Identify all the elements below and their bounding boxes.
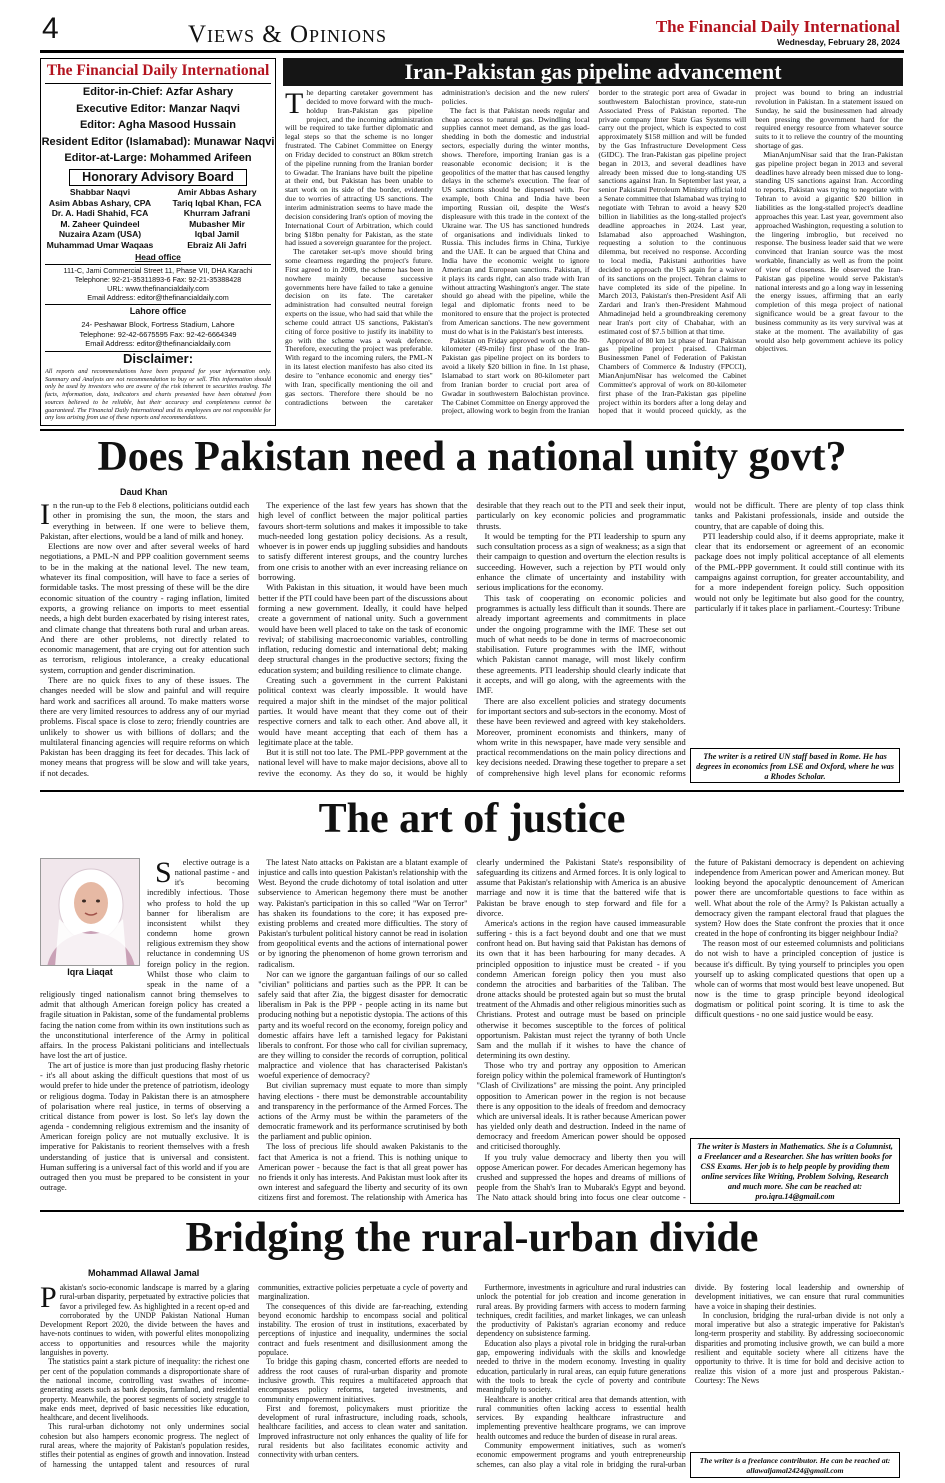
article3-body <box>40 1283 904 1477</box>
article1-paragraph: There are also excellent policies and strategy documents for important sectors and sub-sectors in the economy. Most of these have been reviewed and agreed with key stakeholders. Moreover, prominent economists and thinkers, many of whom write in this newspaper, have made very sensible and practical recommendations on the main policy directions and key decisions needed. Drawing these together to prepare a set of comprehensive high level plans for economic reforms would not be difficult. There are plenty of top class think tanks and Pakistani professionals, inside and outside the country, that are capable of doing this. <box>476 500 904 778</box>
article1-body <box>40 500 904 781</box>
article1-paragraph: PTI leadership could also, if it deems appropriate, make it clear that its endorsement or agreement of an economic package does not imply political acceptance of all elements of the PML-PPP government. It could still continue with its campaigns against corruption, for greater accountability, and for a more independent foreign policy. Such opposition would not only be legitimate but also good for the country, particularly if it takes place in parliament.-Courtesy: Tribune <box>694 530 904 613</box>
article1-headline: Does Pakistan need a national unity govt? <box>97 434 847 480</box>
disclaimer-title: Disclaimer: <box>122 351 194 366</box>
article3-paragraph: The statistics paint a stark picture of inequality: the richest one per cent of the population commands a disproportionate share of the national income, controlling vast swathes of income-generating assets such as bank deposits, farmland, and residential property. Meanwhile, the poorest segments of society struggle to make ends meet, deprived of basic necessities like education, healthcare, and decent livelihoods. <box>40 1357 250 1423</box>
lahore-office-label: Lahore office <box>129 306 187 316</box>
editorial-body <box>285 89 903 425</box>
article1-paragraph: The experience of the last few years has shown that the high level of conflict between the major political parties favours short-term solutions and makes it impossible to take much-needed long gestation policy decisions. As a result, whoever is in power ends up juggling subsidies and handouts to satisfy different interest groups, and the country lurches from one crisis to another with an ever increasing reliance on borrowing. <box>258 500 468 583</box>
board-member: Khurram Jafrani <box>183 208 251 219</box>
board-member: Dr. A. Hadi Shahid, FCA <box>51 208 149 219</box>
editorial-paragraph: MianAnjumNisar said that the Iran-Pakistan gas pipeline project began in 2013 and several deadlines have already been missed due to long-standing US sanctions against Iran. According to reports, Pakistan was trying to negotiate with Tehran to avoid a gigantic $20 billion in liabilities as the long-stalled project's deadline approaches this year. Last year, government also approached Washington, requesting a solution to the lingering imbroglio, but received no response. The business leader said that we were convinced that Iranian source was the most workable, financially as well as from the point of view of closeness. He observed the Iran-Pakistan gas pipeline would serve Pakistan's national interests and go a long way in lessening the energy issues, affirming that an early completion of this mega project of national significance would be a great favour to the business community as its very survival was at stake at the moment. The availability of gas would also help government achieve its policy objectives. <box>755 149 903 354</box>
article3-paragraph: Education also plays a pivotal role in bridging the rural-urban gap, empowering individuals with the skills and knowledge needed to thrive in the modern economy. Investing in quality education, particularly in rural areas, can equip future generations with the tools to break the cycle of poverty and contribute meaningfully to society. <box>476 1338 686 1395</box>
address-line: URL: www.thefinancialdaily.com <box>107 284 209 293</box>
head-office-address <box>41 266 275 302</box>
article1-author-bio: The writer is a retired UN staff based in Rome. He has degrees in economics from LSE and Oxford, where he was a Rhodes Scholar. <box>690 748 900 783</box>
article3-paragraph: Community empowerment initiatives, such as women's economic empowerment programs and youth entrepreneurship schemes, can also play a vital role in bridging the rural-urban divide. By fostering local leadership and ownership of development initiatives, we can ensure that rural communities have a voice in shaping their destinies. <box>476 1283 904 1469</box>
board-member: Amir Abbas Ashary <box>177 187 257 197</box>
article2-paragraph: If you truly value democracy and liberty then you will oppose American power. For decades American hegemony has crushed and suppressed the hopes and dreams of millions of people from the Shah's Iran to Mubarak's Egypt and beyond. The Nato attack should bring into focus one clear outcome - the future of Pakistani democracy is dependent on achieving independence from American power and American money. But looking beyond the apocalyptic denouncement of American power there are uncomfortable questions to face within as well. What about the role of the Army? Is Pakistan actually a democracy given the rampant electoral fraud that plagues the system? How does the State confront the proxies that it once created in the hope of confronting its bigger neighbour India? <box>476 858 904 1203</box>
resident-editor: Resident Editor (Islamabad): Munawar Naqvi <box>41 135 275 148</box>
article3-author: Mohammad Allawal Jamal <box>88 1268 200 1278</box>
article2-paragraph: The reason most of our esteemed columnists and politicians do not wish to have a principled conception of justice is because it's difficult. By tying yourself to principles you open yourself up to asking complicated questions that open up a whole can of worms that most would best leave unopened. But now is the time to grasp principle beyond ideological dogmatism or political point scoring. It is time to ask the difficult questions - no one said justice would be easy. <box>694 939 904 1020</box>
address-line: Telephone: 92-21-35311893-6 Fax: 92-21-35388428 <box>74 275 242 284</box>
board-member: Asim Abbas Ashary, CPA <box>48 197 152 208</box>
board-member: Nuzaira Azam (USA) <box>58 229 142 240</box>
article3-paragraph: Healthcare is another critical area that demands attention, with rural communities often lacking access to essential health services. By expanding healthcare infrastructure and implementing preventive healthcare programs, we can improve health outcomes and reduce the burden of disease in rural areas. <box>476 1394 686 1441</box>
header-rule <box>40 50 904 53</box>
article1-paragraph: Elections are now over and after several weeks of hard negotiations, a PML-N and PPP coalition government seems to be in the making at the national level. The new team, whatever its final composition, will have to face a series of formidable tasks. The most pressing of these will be the dire economic situation of the country - raging inflation, limited exports, a growing reliance on imports to meet essential needs, a high debt burden exacerbated by rising interest rates, and climate change that threatens both rural and urban areas. And there are other problems, not directly related to economic management, that are crying out for attention such as terrorism, religious intolerance, a creaky educational system, corruption and gender discrimination. <box>40 541 250 675</box>
board-member: Ebraiz Ali Jafri <box>187 239 247 250</box>
head-office-label: Head office <box>135 252 181 262</box>
editorial-paragraph: Approval of 80 km 1st phase of Iran Pakistan gas pipeline project praised. Chairman Businessmen Panel of Federation of Pakistan Chambers of Commerce & Industry (FPCCI), MianAnjumNisar has welcomed the Cabinet Committee's approval of work on 80-kilometer first phase of the Iran-Pakistan gas pipeline project within its borders after a long delay and hoped that it would proceed quickly, as the project was bound to bring an industrial revolution in Pakistan. In a statement issued on Sunday, he said the businessmen had already been pressing the government hard for the required energy resource from whatever source suits to it to relieve the country of the mounting shortage of gas. <box>598 89 903 416</box>
board-member: Mubasher Mir <box>189 218 245 229</box>
article1-paragraph: This task of cooperating on economic policies and programmes is actually less difficult than it sounds. There are already important agreements and commitments in place under the ongoing programme with the IMF. These set out much of what needs to be done in terms of macroeconomic stabilisation. Future programmes with the IMF, without which Pakistan cannot manage, will most likely confirm these agreements. PTI leadership should clearly indicate that it accepts, and will go along, with the agreements with the IMF. <box>476 592 686 696</box>
masthead-title: The Financial Daily International <box>46 62 270 79</box>
article1-paragraph: But it is still not too late. The PML-PPP government at the national level will have to make major decisions, above all to revive the economy. As they do so, it would be highly desirable that they reach out to the PTI and seek their input, particularly on key economic policies and programmatic thrusts. <box>258 500 686 778</box>
masthead-box <box>40 58 276 426</box>
article2-headline: The art of justice <box>318 796 626 842</box>
board-member: Iqbal Jamil <box>194 229 240 240</box>
article2-paragraph: Those who try and portray any opposition to American foreign policy within the polemical framework of Huntington's "Clash of Civilizations" are missing the point. Any principled opposition to American power in the region is not because there is any opposition to the ideals of freedom and democracy which are universal ideals. It is rather because American power has yielded only death and destruction. Indeed in the name of democracy and freedom American power should be opposed and criticised thoroughly. <box>476 1061 686 1152</box>
article3-paragraph: The consequences of this divide are far-reaching, extending beyond economic hardship to encompass social and political instability. The erosion of trust in institutions, exacerbated by perceptions of injustice and inequality, undermines the social contract and fuels resentment and disillusionment among the populace. <box>258 1301 468 1358</box>
page-number: 4 <box>42 12 59 45</box>
editors-list <box>41 84 275 167</box>
board-left-column <box>41 187 159 251</box>
article3-paragraph: In conclusion, bridging the rural-urban divide is not only a moral imperative but also a strategic imperative for Pakistan's long-term prosperity and stability. By addressing socioeconomic disparities and promoting inclusive growth, we can build a more resilient and equitable society where all citizens have the opportunity to thrive. It is time for bold and decisive action to realize this vision of a more just and prosperous Pakistan.-Courtesy: The News <box>694 1310 904 1385</box>
paper-name: The Financial Daily International <box>655 17 900 36</box>
article2-paragraph: The latest Nato attacks on Pakistan are a blatant example of injustice and calls into question Pakistan's relationship with the West. Beyond the crude dichotomy of total isolation and utter subservience to American hegemony there must be another way. Pakistan's participation in this so called "War on Terror" has shaken its foundations to the core; it has exposed pre-existing problems and created more difficulties. The story of Pakistan's turbulent political history cannot be read in isolation from geopolitical events and the actions of international power or by ignoring the phenomenon of home grown terrorism and radicalism. <box>258 858 468 969</box>
board-title: Honorary Advisory Board <box>69 169 247 186</box>
board-member: M. Zaheer Quindeel <box>60 218 140 229</box>
editorial-paragraph: The departing caretaker government has decided to move forward with the much-holdup Iran-Pakistan gas pipeline project, and the incoming administration will be required to take further diplomatic and legal steps so that the scheme is no longer frustrated. The Cabinet Committee on Energy on Friday decided to construct an 80km stretch of the pipeline running from the Iranian border to Gwadar. The Iranians have built the pipeline at their end, but Pakistan has been unable to start work on its side of the border, evidently due to worries of attracting US sanctions. The interim administration seems to have made the decision considering Iran's option of moving the International Court of Arbitration, which could bring $18bn penalty for Pakistan, as the state had issued a sovereign guarantee for the project. <box>285 89 433 248</box>
lahore-office-address <box>41 320 275 349</box>
section-title: Views & Opinions <box>188 21 388 48</box>
board-member: Shabbar Naqvi <box>69 187 131 197</box>
article3-paragraph: To bridge this gaping chasm, concerted efforts are needed to address the root causes of rural-urban disparity and promote inclusive growth. This requires a multifaceted approach that encompasses policy reforms, targeted investments, and community empowerment initiatives. <box>258 1357 468 1404</box>
article3-author-bio: The writer is a freelance contributor. He can be reached at: allawaljamal2424@gmail.com <box>690 1452 900 1478</box>
article1-paragraph: There are no quick fixes to any of these issues. The changes needed will be slow and painful and will require hard work and sacrifices all around. To make matters worse there are very limited resources to address any of our myriad problems. Fiscal space is close to zero; friendly countries are unlikely to shower us with billions of dollars; and the multilateral financing agencies will require reforms on which Pakistan has been dragging its feet for decades. This lack of money means that progress will be slow and will take years, if not decades. <box>40 675 250 778</box>
disclaimer-text: All reports and recommendations have been prepared for your information only. Summary and Analysts are not recommendation to buy or sell. This information should only be used by investors who are aware of the risk inherent in securities trading. The facts, information, data, indicators and charts presented have been obtained from sources believed to be reliable, but their accuracy and completeness cannot be guaranteed. The Financial Daily International and its employees are not responsible for any loss arising from use of these reports and recommendations. <box>45 368 271 422</box>
article3-headline: Bridging the rural-urban divide <box>185 1215 759 1261</box>
article2-paragraph: The loss of precious life should awaken Pakistanis to the fact that America is not a friend. This is nothing unique to American power - because the fact is that all great power has no friends it only has interests. And Pakistan must look after its own interest and safeguard the liberty and security of its own citizens first and foremost. The relationship with America has clearly undermined the Pakistani State's responsibility of safeguarding its citizens and Armed forces. It is only logical to assume that Pakistan's relationship with America is an abusive marriage and now it is time that the battered wife that is Pakistan be brave enough to step forward and file for a divorce. <box>258 858 686 1203</box>
article1-paragraph: In the run-up to the Feb 8 elections, politicians outdid each other in promising the sun, the moon, the stars and everything in between. If one were to believe them, Pakistan, after elections, would be a land of milk and honey. <box>40 500 250 541</box>
board-member: Tariq Iqbal Khan, FCA <box>172 197 262 208</box>
address-line: 111-C, Jami Commercial Street 11, Phase VII, DHA Karachi <box>63 266 253 275</box>
article2-author: Iqra Liaqat <box>67 967 113 977</box>
board-right-column <box>159 187 275 251</box>
article3-paragraph: Furthermore, investments in agriculture and rural industries can unlock the potential for job creation and income generation in rural areas. By providing farmers with access to modern farming techniques, credit facilities, and market linkages, we can unleash the productivity of Pakistan's agrarian economy and reduce dependency on subsistence farming. <box>476 1283 686 1339</box>
article2-paragraph: Selective outrage is a national pastime - and it's becoming incredibly infectious. Those who profess to hold the up banner for liberalism are inconsistent whilst they condemn home grown religious extremism they show reluctance in condemning US foreign policy in the region. Whilst those who claim to speak in the name of a religiously tinged nationalism cannot bring themselves to admit that although American foreign policy has created a fragile situation in Pakistan, some of the fundamental problems facing the nation come from within its own institutions such as the unconstitutional interference of the Army in political affairs. In the process Pakistani politicians and intellectuals have lost the art of justice. <box>40 858 250 1060</box>
article1-paragraph: Creating such a government in the current Pakistani political context was clearly impossible. It would have required a major shift in the mindset of the major political parties. It would have meant that they come out of their respective corners and talk to each other. And above all, it would have meant accepting that each of them has a legitimate place at the table. <box>258 675 468 747</box>
address-line: Email Address: editor@thefinancialdaily.com <box>87 293 229 302</box>
address-line: Email Address: editor@thefinancialdaily.com <box>85 339 231 348</box>
editorial-paragraph: The fact is that Pakistan needs regular and cheap access to natural gas. Dwindling local supplies cannot meet demand, as the gas load-shedding in both the domestic and industrial sectors, especially during the winter months, shows. Therefore, importing Iranian gas is a reasonable economic decision; it is the geopolitics of the matter that has caused lengthy delays in the scheme's execution. The fear of US sanctions should be dispensed with. For example, both China and India have been importing Russian oil, despite the West's displeasure with this trade in the context of the Ukraine war. The US has sanctioned hundreds of organisations and individuals linked to Russia. This includes firms in China, Turkiye and the UAE. It can be argued that China and India have the economic weight to ignore American and European sanctions. Pakistan, if it plays its cards right, can also trade with Iran without attracting Washington's anger. The state should go ahead with the pipeline, while the legal and diplomatic fronts need to be monitored to ensure that the project is protected from American sanctions. The new government must do what is in the Pakistan's best interests. <box>441 105 590 336</box>
article2-paragraph: America's actions in the region have caused immeasurable suffering - this is a fact beyond doubt and one that we must confront head on. But having said that Pakistan has demons of its own that it has been harbouring for many decades. A principled opposition to injustice must be created - if you condemn American foreign policy then you must also condemn the atrocities and barbarities of the Taliban. The drone attacks should be protested again but so must the brutal treatment of the Ahmadis and other religious minorities such as Christians. Protest and outrage must be based on principle otherwise it becomes susceptible to the forces of political opportunism. Pakistan must reject the tyranny of both Uncle Sam and the mullah if it wishes to have the chance of determining its own destiny. <box>476 918 686 1060</box>
board-member: Muhammad Umar Waqaas <box>46 239 154 250</box>
editorial-paragraph: Pakistan on Friday approved work on the 80-kilometer (49-mile) first phase of the Iran-Pakistan gas pipeline project on its borders to avoid a likely $20 billion in fine. In 1st phase, Islamabad to start work on 80-kilometer part from Iranian border to crucial port area of Gwadar in southwestern Balochistan province. The Cabinet Committee on Energy approved the project, allowing work to begin from the Iranian border to the strategic port area of Gwadar in southwestern Balochistan province, state-run Associated Press of Pakistan reported. The private company Inter State Gas Systems will carry out the project, which is expected to cost approximately $158 million and will be funded by the Gas Infrastructure Development Cess (GIDC). The Iran-Pakistan gas pipeline project began in 2013, and several deadlines have already been missed due to long-standing US sanctions against Iran. In September last year, a senior Pakistani Petroleum Ministry official told a Senate committee that Islamabad was trying to negotiate with Tehran to avoid a heavy $20 billion in liabilities as the long-stalled project's deadline approaches in 2024. Last year, Islamabad also approached Washington, requesting a solution to the continuous dilemma, but received no response. According to local media, Pakistani authorities have decided to approach the US again for a waiver of its sanctions on the project. Tehran claims to have completed its side of the pipeline. In March 2013, Pakistan's then-President Asif Ali Zardari and Iran's then-President Mahmoud Ahmadinejad held a groundbreaking ceremony near Iran's port city of Chabahar, with an estimated cost of $7.5 billion at that time. <box>441 89 747 416</box>
article2-paragraph: Nor can we ignore the gargantuan failings of our so called "civilian" politicians and parties such as the PPP. It can be safely said that after Zia, the biggest disaster for democratic liberalism in Pak is the PPP - people acting in its name but producing nothing but a nepotistic dystopia. The actions of this party and its woeful record on the economy, foreign policy and domestic affairs have left a tarnished legacy for Pakistani liberals to confront. For those who call for civilian supremacy, are they willing to consider the records of corruption, political malpractice and violence that has characterised Pakistan's woeful experience of democracy? <box>258 969 468 1081</box>
editorial-paragraph: The caretaker set-up's move should bring some clearness regarding the project's future. First agreed to in 2009, the scheme has been in nowhere mainly because successive governments here have failed to take a genuine decision on its fate. The caretaker administration had consulted neutral foreign experts on the issue, who had said that while the scheme could attract US sanctions, Pakistan's citing of force positive to justify its inability to go with the scheme was a weak defence. Therefore, executing the project was preferable. With regard to the incoming rulers, the PML-N in its latest election manifesto has also cited its desire to "enhance economic and energy ties" with Iran, specifically mentioning the oil and gas sectors. Therefore there should be no contradictions between the caretaker administration's decision and the new rulers' policies. <box>285 89 590 407</box>
article2-paragraph: But civilian supremacy must equate to more than simply having elections - there must be demonstrable accountability and transparency in the performance of the Armed Forces. The actions of the Army must be within the parameters of the democratic framework and its performance scrutinised by both the parliament and public opinion. <box>258 1081 468 1142</box>
executive-editor: Executive Editor: Manzar Naqvi <box>76 102 240 115</box>
article3-paragraph: First and foremost, policymakers must prioritize the development of rural infrastructure, including roads, schools, healthcare facilities, and access to clean water and sanitation. Improved infrastructure not only enhances the quality of life for rural residents but also facilitates economic activity and connectivity with urban centers. <box>258 1403 468 1460</box>
address-line: 24- Peshawar Block, Fortress Stadium, Lahore <box>81 320 235 329</box>
photo-spacer <box>40 858 147 983</box>
article3-paragraph: This rural-urban dichotomy not only undermines social cohesion but also hampers economic progress. The neglect of rural areas, where the majority of Pakistan's population resides, stifles their potential as engines of growth and innovation. Instead of harnessing the untapped talent and resources of rural communities, extractive policies perpetuate a cycle of poverty and marginalization. <box>40 1283 468 1469</box>
article1-author: Daud Khan <box>120 487 168 497</box>
article3-paragraph: Pakistan's socio-economic landscape is marred by a glaring rural-urban disparity, perpetuated by extractive policies that favor a privileged few. As highlighted in a recent op-ed and corroborated by the UNDP Pakistan National Human Development Report 2020, the divide between the haves and have-nots continues to widen, with powerful elites monopolizing access to opportunities and resources while the majority languishes in poverty. <box>40 1283 250 1358</box>
address-line: Telephone: 92-42-6675595 Fax: 92-42-6664349 <box>79 329 237 339</box>
article2-paragraph: The art of justice is more than just producing flashy rhetoric - it's all about asking the difficult questions that most of us would prefer to hide under the pretence of patriotism, ideology or religious dogma. Today in Pakistan there is an atmosphere of polarisation where real justice, in terms of observing a critical distance from power is lost. So let's lay down the agenda - condemning religious extremism and the insanity of American foreign policy are not mutually exclusive. It is imperative for Pakistanis to reorient themselves with a fresh understanding of justice that is universal and consistent. Human suffering is a universal fact of this world and if you are outraged then you must be prepared to be consistent in your outrage. <box>40 1061 250 1192</box>
article2-author-bio: The writer is Masters in Mathematics. She is a Columnist, a Freelancer and a Researcher. She has written books for CSS Exams. Her job is to help people by providing them online services like Writing, Problem Solving, Research and much more. She can be reached at: pro.iqra.14@gmail.com <box>690 1138 900 1204</box>
editor: Editor: Agha Masood Hussain <box>79 119 237 131</box>
article1-paragraph: With Pakistan in this situation, it would have been much better if the PTI could have been part of the discussions about forming a new government. Ideally, it could have helped create a government of national unity. Such a government would have been well placed to take on the task of economic revival; of stabilising macroeconomic variables, controlling inflation, reducing domestic and international debt; making deep structural changes in the productive sectors; fixing the education system; and building resilience to climate change. <box>258 582 468 675</box>
issue-date: Wednesday, February 28, 2024 <box>777 37 900 47</box>
editor-at-large: Editor-at-Large: Mohammed Arifeen <box>64 152 252 164</box>
editorial-headline: Iran-Pakistan gas pipeline advancement <box>283 58 903 86</box>
editor-in-chief: Editor-in-Chief: Azfar Ashary <box>82 86 234 98</box>
article1-paragraph: It would be tempting for the PTI leadership to spurn any such consultation process as a sign of weakness; as a sign that their campaign to question and overturn the election results is succeeding. However, such a rejection by PTI would only enhance the climate of uncertainty and instability with serious implications for the economy. <box>476 530 686 593</box>
